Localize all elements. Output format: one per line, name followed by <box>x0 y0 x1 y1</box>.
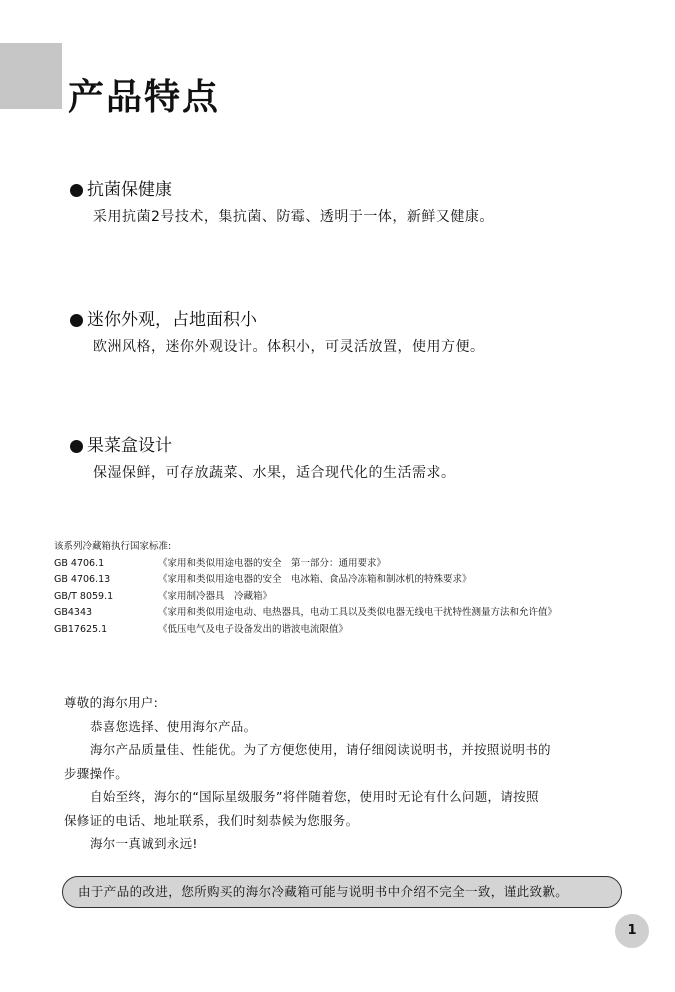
letter-paragraph: 自始至终，海尔的“国际星级服务”将伴随着您，使用时无论有什么问题，请按照 <box>90 789 539 804</box>
feature-crisper-box <box>70 434 456 484</box>
standard-code: GB4343 <box>54 607 93 618</box>
feature-title: 抗菌保健康 <box>87 180 172 200</box>
standards-section <box>54 539 654 638</box>
standard-row <box>54 572 654 589</box>
letter-paragraph-continued: 保修证的电话、地址联系，我们时刻恭候为您服务。 <box>64 812 359 828</box>
feature-title: 果菜盒设计 <box>87 436 172 456</box>
page-number: 1 <box>615 914 649 948</box>
standards-heading: 该系列冷藏箱执行国家标准: <box>54 541 172 552</box>
standard-code: GB17625.1 <box>54 623 108 635</box>
standard-name: 《家用和类似用途电器的安全 电冰箱、食品冷冻箱和制冰机的特殊要求》 <box>158 574 472 585</box>
bullet-icon <box>70 184 83 197</box>
page-title: 产品特点 <box>68 77 221 118</box>
feature-description: 保湿保鲜，可存放蔬菜、水果，适合现代化的生活需求。 <box>93 465 456 481</box>
standard-row <box>54 556 654 573</box>
standard-name: 《家用和类似用途电器的安全 第一部分：通用要求》 <box>158 557 387 569</box>
feature-title: 迷你外观，占地面积小 <box>87 310 257 330</box>
letter-paragraph: 海尔产品质量佳、性能优。为了方便您使用，请仔细阅读说明书，并按照说明书的 <box>90 742 551 757</box>
feature-mini-design <box>70 308 485 358</box>
letter-salutation: 尊敬的海尔用户: <box>64 695 159 710</box>
notice-bar: 由于产品的改进，您所购买的海尔冷藏箱可能与说明书中介绍不完全一致，谨此致歉。 <box>62 876 622 908</box>
corner-block <box>0 43 62 109</box>
customer-letter <box>64 691 624 856</box>
standard-code: GB 4706.1 <box>54 557 105 569</box>
standard-row <box>54 605 654 622</box>
standard-row <box>54 589 654 606</box>
letter-paragraph-continued: 步骤操作。 <box>64 765 129 781</box>
standard-name: 《家用制冷器具 冷藏箱》 <box>158 590 273 602</box>
standard-code: GB/T 8059.1 <box>54 590 114 602</box>
standard-name: 《低压电气及电子设备发出的谐波电流限值》 <box>158 623 349 635</box>
bullet-icon <box>70 314 83 327</box>
standard-code: GB 4706.13 <box>54 574 111 585</box>
feature-antibacterial <box>70 178 494 228</box>
letter-closing: 海尔一真诚到永远! <box>90 836 198 851</box>
letter-paragraph: 恭喜您选择、使用海尔产品。 <box>90 718 257 734</box>
bullet-icon <box>70 440 83 453</box>
standard-name: 《家用和类似用途电动、电热器具，电动工具以及类似电器无线电干扰特性测量方法和允许值》 <box>158 607 558 618</box>
feature-description: 欧洲风格，迷你外观设计。体积小，可灵活放置，使用方便。 <box>93 339 485 355</box>
feature-description: 采用抗菌2号技术，集抗菌、防霉、透明于一体，新鲜又健康。 <box>93 209 494 225</box>
standard-row <box>54 622 654 639</box>
